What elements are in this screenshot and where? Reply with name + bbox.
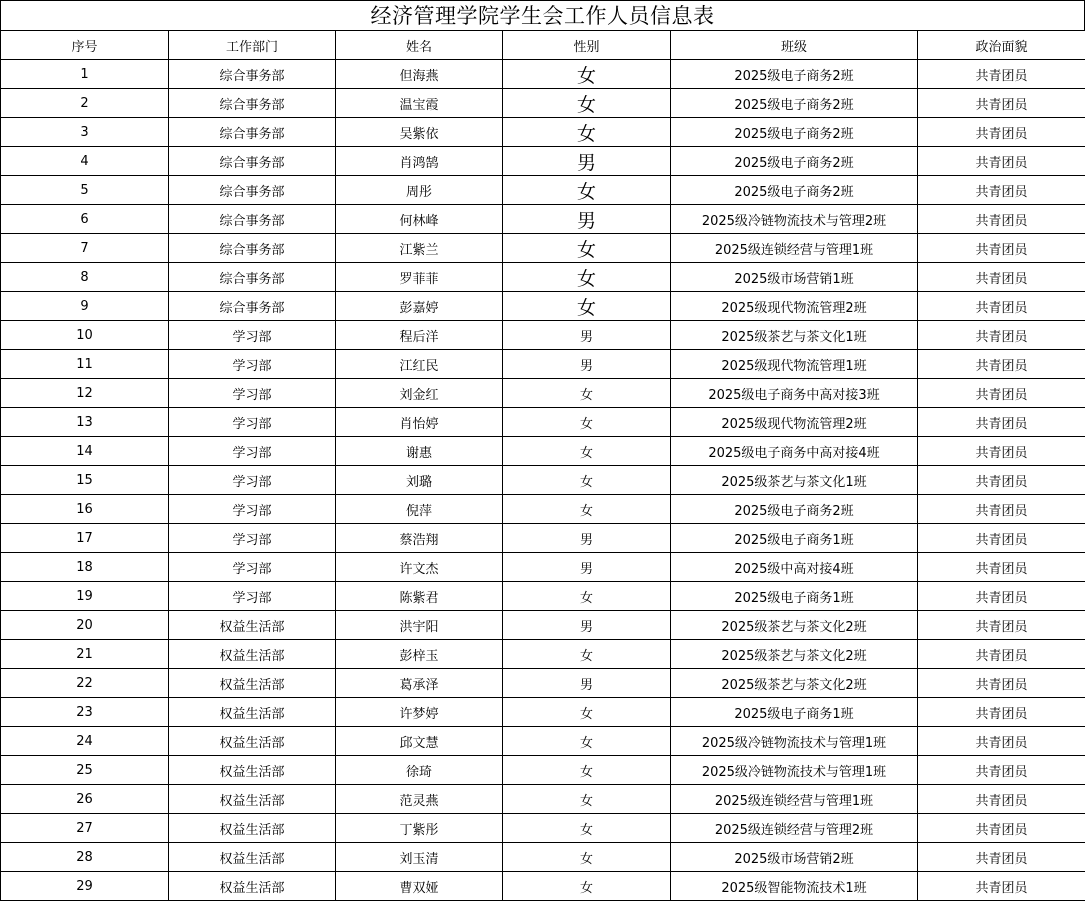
cell-class[interactable]: 2025级冷链物流技术与管理1班 xyxy=(671,756,918,785)
cell-class[interactable]: 2025级智能物流技术1班 xyxy=(671,872,918,901)
header-name[interactable]: 姓名 xyxy=(336,31,503,60)
table-row xyxy=(1,89,1085,118)
header-row xyxy=(1,31,1085,60)
cell-class[interactable]: 2025级连锁经营与管理1班 xyxy=(671,234,918,263)
cell-political[interactable]: 共青团员 xyxy=(918,147,1085,176)
cell-name[interactable]: 洪宇阳 xyxy=(336,611,503,640)
cell-name[interactable]: 何林峰 xyxy=(336,205,503,234)
cell-no[interactable]: 14 xyxy=(1,437,169,466)
cell-dept[interactable]: 权益生活部 xyxy=(169,727,336,756)
cell-class[interactable]: 2025级电子商务1班 xyxy=(671,698,918,727)
cell-name[interactable]: 罗菲菲 xyxy=(336,263,503,292)
cell-dept[interactable]: 权益生活部 xyxy=(169,843,336,872)
cell-gender[interactable]: 女 xyxy=(503,843,671,872)
table-row xyxy=(1,466,1085,495)
cell-no[interactable]: 4 xyxy=(1,147,169,176)
cell-class[interactable]: 2025级现代物流管理1班 xyxy=(671,350,918,379)
cell-gender[interactable]: 女 xyxy=(503,582,671,611)
cell-name[interactable]: 肖鸿鹄 xyxy=(336,147,503,176)
cell-dept[interactable]: 综合事务部 xyxy=(169,292,336,321)
cell-political[interactable]: 共青团员 xyxy=(918,640,1085,669)
cell-name[interactable]: 葛承泽 xyxy=(336,669,503,698)
cell-dept[interactable]: 综合事务部 xyxy=(169,205,336,234)
cell-dept[interactable]: 权益生活部 xyxy=(169,669,336,698)
cell-class[interactable]: 2025级电子商务1班 xyxy=(671,524,918,553)
cell-gender[interactable]: 女 xyxy=(503,408,671,437)
cell-class[interactable]: 2025级电子商务2班 xyxy=(671,60,918,89)
cell-no[interactable]: 18 xyxy=(1,553,169,582)
table-row xyxy=(1,872,1085,901)
cell-no[interactable]: 23 xyxy=(1,698,169,727)
cell-political[interactable]: 共青团员 xyxy=(918,437,1085,466)
cell-no[interactable]: 20 xyxy=(1,611,169,640)
cell-no[interactable]: 5 xyxy=(1,176,169,205)
cell-name[interactable]: 丁紫彤 xyxy=(336,814,503,843)
table-row xyxy=(1,698,1085,727)
cell-name[interactable]: 刘玉清 xyxy=(336,843,503,872)
cell-name[interactable]: 邱文慧 xyxy=(336,727,503,756)
cell-class[interactable]: 2025级茶艺与茶文化2班 xyxy=(671,669,918,698)
cell-dept[interactable]: 综合事务部 xyxy=(169,176,336,205)
cell-gender[interactable]: 女 xyxy=(503,698,671,727)
cell-dept[interactable]: 权益生活部 xyxy=(169,640,336,669)
cell-political[interactable]: 共青团员 xyxy=(918,611,1085,640)
cell-gender[interactable]: 女 xyxy=(503,60,671,89)
cell-dept[interactable]: 学习部 xyxy=(169,524,336,553)
cell-name[interactable]: 彭梓玉 xyxy=(336,640,503,669)
table-row xyxy=(1,408,1085,437)
cell-political[interactable]: 共青团员 xyxy=(918,553,1085,582)
table-row xyxy=(1,379,1085,408)
cell-gender[interactable]: 女 xyxy=(503,118,671,147)
cell-political[interactable]: 共青团员 xyxy=(918,495,1085,524)
table-row xyxy=(1,234,1085,263)
cell-gender[interactable]: 男 xyxy=(503,611,671,640)
cell-no[interactable]: 3 xyxy=(1,118,169,147)
cell-class[interactable]: 2025级茶艺与茶文化1班 xyxy=(671,466,918,495)
cell-name[interactable]: 谢惠 xyxy=(336,437,503,466)
cell-name[interactable]: 蔡浩翔 xyxy=(336,524,503,553)
table-row xyxy=(1,785,1085,814)
table-row xyxy=(1,524,1085,553)
table-row xyxy=(1,205,1085,234)
cell-dept[interactable]: 学习部 xyxy=(169,553,336,582)
cell-class[interactable]: 2025级冷链物流技术与管理2班 xyxy=(671,205,918,234)
cell-gender[interactable]: 女 xyxy=(503,234,671,263)
cell-political[interactable]: 共青团员 xyxy=(918,466,1085,495)
cell-gender[interactable]: 女 xyxy=(503,756,671,785)
table-row xyxy=(1,292,1085,321)
cell-political[interactable]: 共青团员 xyxy=(918,814,1085,843)
table-row xyxy=(1,582,1085,611)
cell-dept[interactable]: 综合事务部 xyxy=(169,60,336,89)
cell-dept[interactable]: 学习部 xyxy=(169,321,336,350)
cell-dept[interactable]: 权益生活部 xyxy=(169,611,336,640)
cell-political[interactable]: 共青团员 xyxy=(918,321,1085,350)
table-row xyxy=(1,553,1085,582)
header-gender[interactable]: 性别 xyxy=(503,31,671,60)
cell-political[interactable]: 共青团员 xyxy=(918,524,1085,553)
cell-class[interactable]: 2025级现代物流管理2班 xyxy=(671,292,918,321)
table-row xyxy=(1,611,1085,640)
cell-class[interactable]: 2025级电子商务2班 xyxy=(671,495,918,524)
table-row xyxy=(1,350,1085,379)
cell-political[interactable]: 共青团员 xyxy=(918,843,1085,872)
cell-political[interactable]: 共青团员 xyxy=(918,292,1085,321)
cell-gender[interactable]: 男 xyxy=(503,205,671,234)
cell-no[interactable]: 9 xyxy=(1,292,169,321)
cell-gender[interactable]: 女 xyxy=(503,89,671,118)
cell-dept[interactable]: 学习部 xyxy=(169,408,336,437)
cell-no[interactable]: 6 xyxy=(1,205,169,234)
cell-class[interactable]: 2025级中高对接4班 xyxy=(671,553,918,582)
cell-class[interactable]: 2025级茶艺与茶文化1班 xyxy=(671,321,918,350)
cell-political[interactable]: 共青团员 xyxy=(918,582,1085,611)
cell-no[interactable]: 19 xyxy=(1,582,169,611)
cell-name[interactable]: 吴紫依 xyxy=(336,118,503,147)
cell-dept[interactable]: 综合事务部 xyxy=(169,89,336,118)
cell-dept[interactable]: 学习部 xyxy=(169,350,336,379)
cell-class[interactable]: 2025级电子商务2班 xyxy=(671,147,918,176)
table-row xyxy=(1,669,1085,698)
cell-gender[interactable]: 男 xyxy=(503,147,671,176)
cell-name[interactable]: 彭嘉婷 xyxy=(336,292,503,321)
cell-gender[interactable]: 女 xyxy=(503,785,671,814)
cell-class[interactable]: 2025级电子商务中高对接3班 xyxy=(671,379,918,408)
cell-dept[interactable]: 学习部 xyxy=(169,495,336,524)
cell-political[interactable]: 共青团员 xyxy=(918,669,1085,698)
cell-gender[interactable]: 女 xyxy=(503,872,671,901)
cell-no[interactable]: 22 xyxy=(1,669,169,698)
cell-name[interactable]: 许梦婷 xyxy=(336,698,503,727)
cell-no[interactable]: 25 xyxy=(1,756,169,785)
table-row xyxy=(1,321,1085,350)
cell-gender[interactable]: 男 xyxy=(503,524,671,553)
cell-no[interactable]: 13 xyxy=(1,408,169,437)
cell-name[interactable]: 倪萍 xyxy=(336,495,503,524)
cell-political[interactable]: 共青团员 xyxy=(918,379,1085,408)
cell-political[interactable]: 共青团员 xyxy=(918,727,1085,756)
header-political[interactable]: 政治面貌 xyxy=(918,31,1085,60)
table-row xyxy=(1,60,1085,89)
cell-dept[interactable]: 权益生活部 xyxy=(169,814,336,843)
cell-no[interactable]: 2 xyxy=(1,89,169,118)
cell-gender[interactable]: 男 xyxy=(503,669,671,698)
cell-gender[interactable]: 女 xyxy=(503,814,671,843)
cell-gender[interactable]: 男 xyxy=(503,350,671,379)
cell-name[interactable]: 曹双娅 xyxy=(336,872,503,901)
cell-gender[interactable]: 女 xyxy=(503,466,671,495)
cell-name[interactable]: 江红民 xyxy=(336,350,503,379)
cell-political[interactable]: 共青团员 xyxy=(918,785,1085,814)
cell-dept[interactable]: 权益生活部 xyxy=(169,872,336,901)
cell-gender[interactable]: 男 xyxy=(503,321,671,350)
cell-political[interactable]: 共青团员 xyxy=(918,60,1085,89)
cell-class[interactable]: 2025级电子商务2班 xyxy=(671,118,918,147)
cell-class[interactable]: 2025级冷链物流技术与管理1班 xyxy=(671,727,918,756)
cell-no[interactable]: 10 xyxy=(1,321,169,350)
table-row xyxy=(1,814,1085,843)
table-row xyxy=(1,437,1085,466)
cell-name[interactable]: 许文杰 xyxy=(336,553,503,582)
header-dept[interactable]: 工作部门 xyxy=(169,31,336,60)
table-body xyxy=(1,60,1085,901)
cell-name[interactable]: 陈紫君 xyxy=(336,582,503,611)
cell-name[interactable]: 徐琦 xyxy=(336,756,503,785)
cell-name[interactable]: 程后洋 xyxy=(336,321,503,350)
cell-dept[interactable]: 学习部 xyxy=(169,466,336,495)
cell-political[interactable]: 共青团员 xyxy=(918,118,1085,147)
cell-gender[interactable]: 男 xyxy=(503,553,671,582)
table-row xyxy=(1,640,1085,669)
cell-political[interactable]: 共青团员 xyxy=(918,263,1085,292)
cell-name[interactable]: 肖怡婷 xyxy=(336,408,503,437)
cell-no[interactable]: 28 xyxy=(1,843,169,872)
cell-political[interactable]: 共青团员 xyxy=(918,234,1085,263)
cell-political[interactable]: 共青团员 xyxy=(918,408,1085,437)
cell-no[interactable]: 16 xyxy=(1,495,169,524)
cell-political[interactable]: 共青团员 xyxy=(918,698,1085,727)
cell-gender[interactable]: 女 xyxy=(503,727,671,756)
cell-dept[interactable]: 综合事务部 xyxy=(169,234,336,263)
cell-no[interactable]: 12 xyxy=(1,379,169,408)
cell-political[interactable]: 共青团员 xyxy=(918,756,1085,785)
cell-class[interactable]: 2025级连锁经营与管理2班 xyxy=(671,814,918,843)
cell-class[interactable]: 2025级电子商务2班 xyxy=(671,89,918,118)
table-row xyxy=(1,843,1085,872)
cell-class[interactable]: 2025级茶艺与茶文化2班 xyxy=(671,640,918,669)
cell-dept[interactable]: 权益生活部 xyxy=(169,698,336,727)
cell-no[interactable]: 17 xyxy=(1,524,169,553)
cell-class[interactable]: 2025级电子商务2班 xyxy=(671,176,918,205)
cell-name[interactable]: 刘金红 xyxy=(336,379,503,408)
table-row xyxy=(1,263,1085,292)
table-row xyxy=(1,176,1085,205)
cell-no[interactable]: 29 xyxy=(1,872,169,901)
cell-dept[interactable]: 权益生活部 xyxy=(169,785,336,814)
cell-no[interactable]: 15 xyxy=(1,466,169,495)
cell-gender[interactable]: 女 xyxy=(503,437,671,466)
cell-no[interactable]: 26 xyxy=(1,785,169,814)
cell-no[interactable]: 8 xyxy=(1,263,169,292)
table-row xyxy=(1,756,1085,785)
header-no[interactable]: 序号 xyxy=(1,31,169,60)
cell-no[interactable]: 21 xyxy=(1,640,169,669)
cell-dept[interactable]: 综合事务部 xyxy=(169,118,336,147)
cell-no[interactable]: 11 xyxy=(1,350,169,379)
table-row xyxy=(1,147,1085,176)
cell-dept[interactable]: 学习部 xyxy=(169,437,336,466)
cell-dept[interactable]: 综合事务部 xyxy=(169,147,336,176)
cell-name[interactable]: 江紫兰 xyxy=(336,234,503,263)
cell-gender[interactable]: 女 xyxy=(503,640,671,669)
cell-class[interactable]: 2025级茶艺与茶文化2班 xyxy=(671,611,918,640)
cell-no[interactable]: 24 xyxy=(1,727,169,756)
cell-political[interactable]: 共青团员 xyxy=(918,205,1085,234)
cell-dept[interactable]: 学习部 xyxy=(169,582,336,611)
cell-class[interactable]: 2025级市场营销2班 xyxy=(671,843,918,872)
staff-table xyxy=(0,30,1085,901)
cell-gender[interactable]: 女 xyxy=(503,176,671,205)
cell-political[interactable]: 共青团员 xyxy=(918,89,1085,118)
cell-name[interactable]: 刘璐 xyxy=(336,466,503,495)
cell-no[interactable]: 27 xyxy=(1,814,169,843)
table-row xyxy=(1,495,1085,524)
cell-political[interactable]: 共青团员 xyxy=(918,872,1085,901)
cell-dept[interactable]: 学习部 xyxy=(169,379,336,408)
cell-name[interactable]: 周彤 xyxy=(336,176,503,205)
cell-class[interactable]: 2025级市场营销1班 xyxy=(671,263,918,292)
table-row xyxy=(1,118,1085,147)
cell-dept[interactable]: 权益生活部 xyxy=(169,756,336,785)
cell-political[interactable]: 共青团员 xyxy=(918,350,1085,379)
cell-class[interactable]: 2025级连锁经营与管理1班 xyxy=(671,785,918,814)
cell-gender[interactable]: 女 xyxy=(503,495,671,524)
cell-gender[interactable]: 女 xyxy=(503,263,671,292)
cell-name[interactable]: 范灵燕 xyxy=(336,785,503,814)
cell-dept[interactable]: 综合事务部 xyxy=(169,263,336,292)
cell-class[interactable]: 2025级电子商务1班 xyxy=(671,582,918,611)
cell-gender[interactable]: 女 xyxy=(503,379,671,408)
cell-class[interactable]: 2025级现代物流管理2班 xyxy=(671,408,918,437)
cell-no[interactable]: 1 xyxy=(1,60,169,89)
cell-name[interactable]: 但海燕 xyxy=(336,60,503,89)
sheet-title[interactable]: 经济管理学院学生会工作人员信息表 xyxy=(0,0,1085,30)
cell-class[interactable]: 2025级电子商务中高对接4班 xyxy=(671,437,918,466)
cell-gender[interactable]: 女 xyxy=(503,292,671,321)
table-row xyxy=(1,727,1085,756)
header-class[interactable]: 班级 xyxy=(671,31,918,60)
cell-political[interactable]: 共青团员 xyxy=(918,176,1085,205)
cell-no[interactable]: 7 xyxy=(1,234,169,263)
cell-name[interactable]: 温宝霞 xyxy=(336,89,503,118)
